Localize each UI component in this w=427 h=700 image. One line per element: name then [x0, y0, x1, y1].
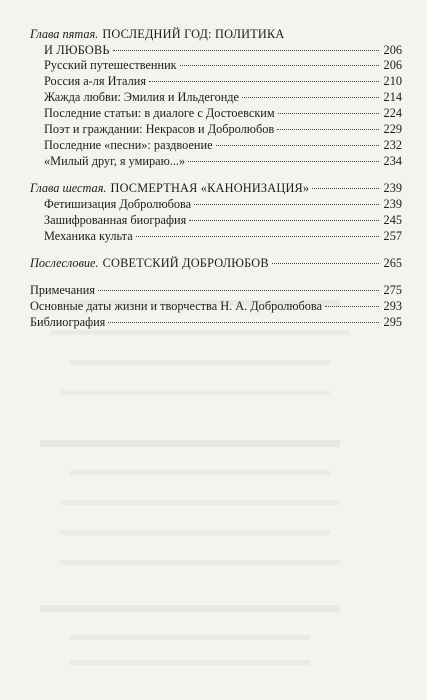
chapter-5-title-line-2: И ЛЮБОВЬ	[44, 43, 110, 57]
toc-entry[interactable]	[30, 154, 402, 168]
chapter-6-label: Глава шестая.	[30, 181, 107, 195]
toc-entry-title: Зашифрованная биография	[44, 213, 187, 227]
dot-leader	[325, 306, 379, 307]
toc-entry-page: 295	[383, 315, 402, 329]
toc-entry-page: 234	[383, 154, 402, 168]
dot-leader	[242, 97, 379, 98]
toc-entry[interactable]	[30, 74, 402, 88]
chapter-5-heading[interactable]	[30, 27, 402, 41]
afterword-label: Послесловие.	[30, 256, 99, 270]
dot-leader	[108, 322, 379, 323]
toc-entry-page: 214	[383, 90, 402, 104]
toc-entry-title: Примечания	[30, 283, 96, 297]
dot-leader	[180, 65, 379, 66]
toc-entry[interactable]	[30, 197, 402, 211]
toc-entry-title: Россия а-ля Италия	[44, 74, 146, 88]
toc-entry[interactable]	[30, 138, 402, 152]
toc-entry-title: Последние статьи: в диалоге с Достоевским	[44, 106, 275, 120]
dot-leader	[312, 188, 379, 189]
toc-entry-title: Механика культа	[44, 229, 133, 243]
afterword-heading[interactable]	[30, 256, 402, 270]
toc-entry-title: «Милый друг, я умираю...»	[44, 154, 186, 168]
dot-leader	[189, 220, 379, 221]
dot-leader	[194, 204, 379, 205]
toc-entry-page: 245	[383, 213, 402, 227]
afterword-title: СОВЕТСКИЙ ДОБРОЛЮБОВ	[102, 256, 269, 270]
toc-entry-title: Поэт и граждании: Некрасов и Добролюбов	[44, 122, 275, 136]
toc-entry-page: 239	[383, 197, 402, 211]
chapter-6-page: 239	[383, 181, 402, 195]
dot-leader	[136, 236, 379, 237]
toc-entry[interactable]	[30, 106, 402, 120]
toc-entry-dates[interactable]	[30, 299, 402, 313]
toc-entry[interactable]	[30, 90, 402, 104]
dot-leader	[113, 50, 379, 51]
toc-entry-bibliography[interactable]	[30, 315, 402, 329]
dot-leader	[188, 161, 379, 162]
toc-entry[interactable]	[30, 122, 402, 136]
chapter-5-heading-line-2[interactable]	[30, 43, 402, 57]
toc-entry[interactable]	[30, 58, 402, 72]
chapter-5-label: Глава пятая.	[30, 27, 99, 41]
toc-entry[interactable]	[30, 213, 402, 227]
toc-entry-page: 275	[383, 283, 402, 297]
toc-entry-title: Последние «песни»: раздвоение	[44, 138, 213, 152]
toc-entry-page: 210	[383, 74, 402, 88]
toc-entry-page: 232	[383, 138, 402, 152]
toc-entry-title: Библиография	[30, 315, 106, 329]
toc-entry-page: 206	[383, 58, 402, 72]
toc-entry-page: 224	[383, 106, 402, 120]
toc-entry-title: Русский путешественник	[44, 58, 177, 72]
afterword-page: 265	[383, 256, 402, 270]
chapter-5-page: 206	[383, 43, 402, 57]
dot-leader	[98, 290, 379, 291]
dot-leader	[278, 113, 379, 114]
toc-entry-page: 257	[383, 229, 402, 243]
chapter-6-title: ПОСМЕРТНАЯ «КАНОНИЗАЦИЯ»	[110, 181, 310, 195]
toc-entry-title: Жажда любви: Эмилия и Ильдегонде	[44, 90, 240, 104]
toc-entry-notes[interactable]	[30, 283, 402, 297]
toc-entry-title: Фетишизация Добролюбова	[44, 197, 192, 211]
chapter-6-heading[interactable]	[30, 181, 402, 195]
dot-leader	[216, 145, 379, 146]
toc-entry[interactable]	[30, 229, 402, 243]
toc-entry-title: Основные даты жизни и творчества Н. А. Добролюбова	[30, 299, 323, 313]
dot-leader	[149, 81, 379, 82]
toc-entry-page: 293	[383, 299, 402, 313]
chapter-5-title-line-1: ПОСЛЕДНИЙ ГОД: ПОЛИТИКА	[102, 27, 285, 41]
dot-leader	[272, 263, 379, 264]
toc-entry-page: 229	[383, 122, 402, 136]
dot-leader	[277, 129, 379, 130]
